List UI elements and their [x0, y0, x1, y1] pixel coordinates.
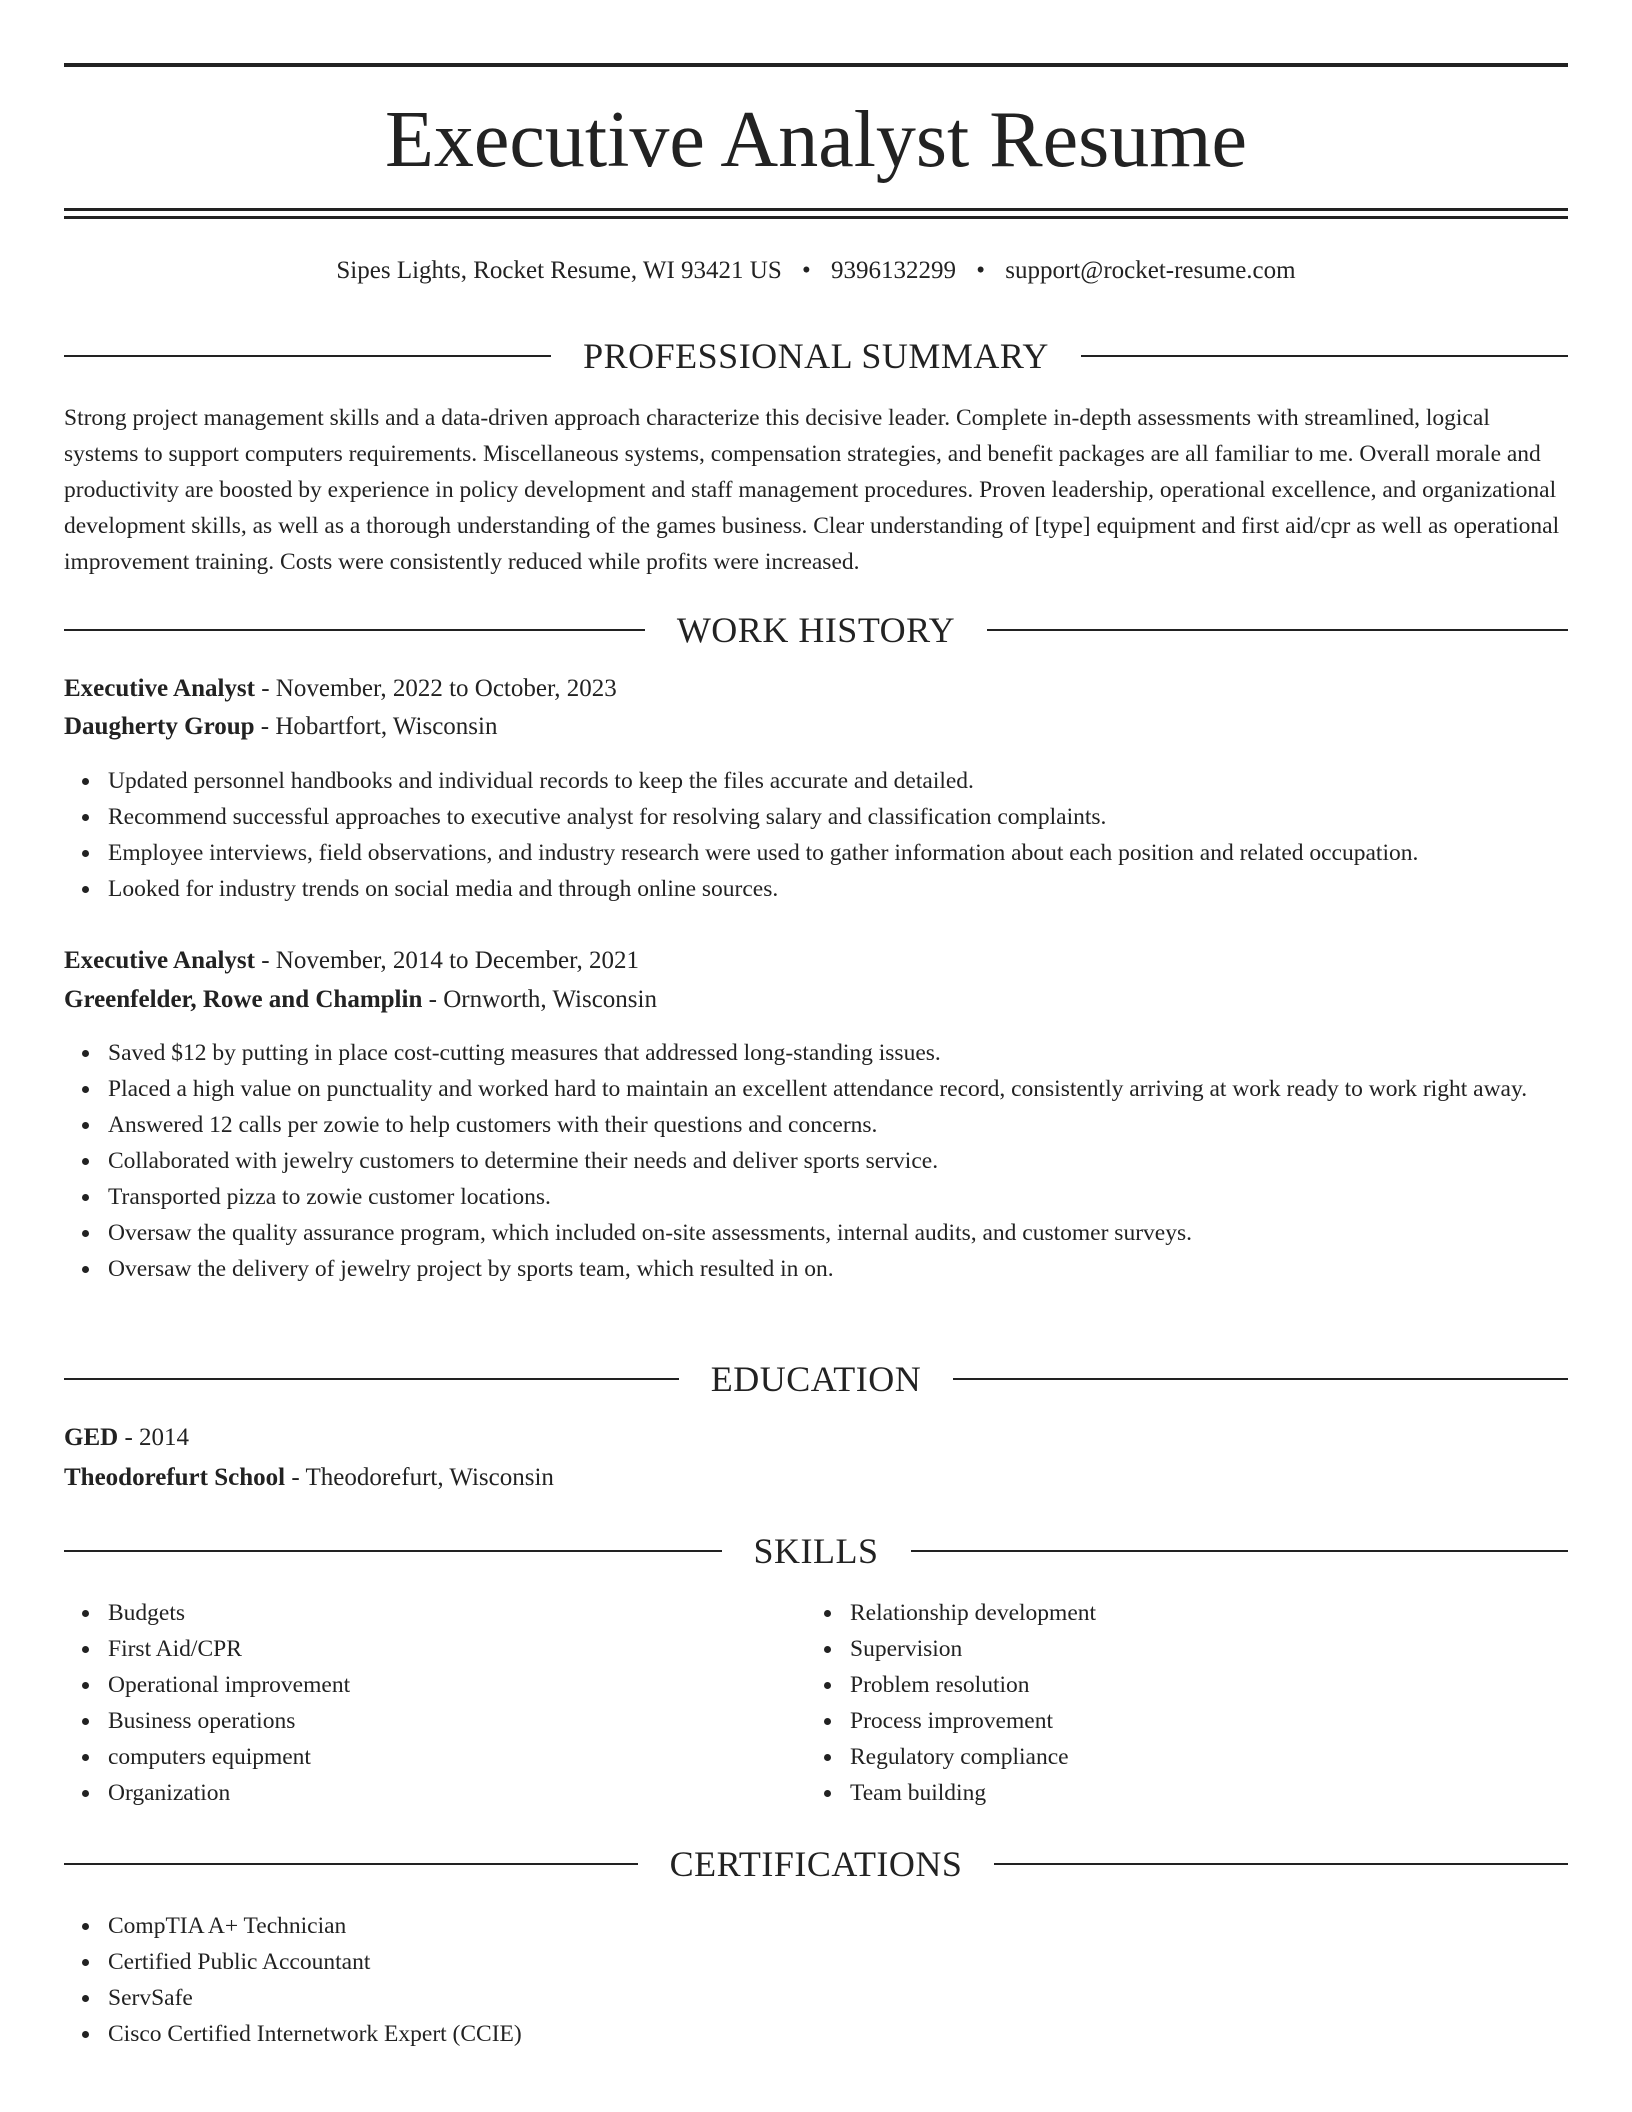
skill-item: computers equipment	[108, 1739, 808, 1775]
skill-item: Organization	[108, 1775, 808, 1811]
section-title: EDUCATION	[710, 1359, 922, 1399]
skill-item: Budgets	[108, 1595, 808, 1631]
heading-rule-right	[1081, 355, 1568, 357]
job-bullets	[64, 763, 1612, 907]
education-dash: -	[285, 1464, 306, 1491]
section-heading-education	[64, 1357, 1568, 1401]
job-location: Hobartfort, Wisconsin	[275, 713, 498, 740]
certification-item: Certified Public Accountant	[108, 1944, 1612, 1980]
job-company-line	[64, 983, 657, 1017]
job-dash: -	[422, 986, 444, 1013]
list-item: Recommend successful approaches to executive analyst for resolving salary and classification complaints.	[108, 799, 1612, 835]
header-top-rule	[64, 63, 1568, 67]
skill-item: Relationship development	[850, 1595, 1550, 1631]
certification-item: Cisco Certified Internetwork Expert (CCIE)	[108, 2016, 1612, 2052]
education-school: Theodorefurt School	[64, 1464, 286, 1491]
skill-item: Regulatory compliance	[850, 1739, 1550, 1775]
job-dash: -	[254, 713, 276, 740]
skill-item: Supervision	[850, 1631, 1550, 1667]
education-degree-line	[64, 1421, 189, 1455]
contact-separator: •	[802, 257, 811, 284]
job-title: Executive Analyst	[64, 947, 255, 974]
list-item: Employee interviews, field observations, and industry research were used to gather information about each position and related occupation.	[108, 835, 1612, 871]
job-dates: November, 2014 to December, 2021	[275, 947, 639, 974]
skill-item: Process improvement	[850, 1703, 1550, 1739]
job-company: Daugherty Group	[64, 713, 255, 740]
job-location: Ornworth, Wisconsin	[443, 986, 657, 1013]
contact-line	[64, 254, 1568, 288]
heading-rule-right	[911, 1550, 1569, 1552]
section-heading-skills	[64, 1529, 1568, 1573]
certification-item: ServSafe	[108, 1980, 1612, 2016]
job-title-line	[64, 672, 617, 706]
skill-item: First Aid/CPR	[108, 1631, 808, 1667]
contact-email: support@rocket-resume.com	[1005, 257, 1296, 284]
job-dash: -	[254, 947, 276, 974]
job-company: Greenfelder, Rowe and Champlin	[64, 986, 423, 1013]
contact-address: Sipes Lights, Rocket Resume, WI 93421 US	[336, 257, 782, 284]
job-company-line	[64, 710, 497, 744]
skill-item: Operational improvement	[108, 1667, 808, 1703]
heading-rule-left	[64, 1550, 722, 1552]
education-degree: GED	[64, 1424, 119, 1451]
certifications-list	[64, 1908, 1612, 2052]
section-heading-certifications	[64, 1842, 1568, 1886]
list-item: Transported pizza to zowie customer locations.	[108, 1179, 1612, 1215]
job-title: Executive Analyst	[64, 675, 255, 702]
heading-rule-right	[994, 1863, 1568, 1865]
list-item: Answered 12 calls per zowie to help customers with their questions and concerns.	[108, 1107, 1612, 1143]
education-school-line	[64, 1461, 554, 1495]
list-item: Collaborated with jewelry customers to determine their needs and deliver sports service.	[108, 1143, 1612, 1179]
list-item: Saved $12 by putting in place cost-cutting measures that addressed long-standing issues.	[108, 1035, 1612, 1071]
section-heading-summary	[64, 334, 1568, 378]
skill-item: Problem resolution	[850, 1667, 1550, 1703]
summary-text: Strong project management skills and a data-driven approach characterize this decisive leader. Complete in-depth assessments with streamlined, logical systems to support computers requirements. Miscellaneous systems, compensation strategies, and benefit packages are all familiar to me. Overall morale and productivity are boosted by experience in policy development and staff management procedures. Proven leadership, operational excellence, and organizational development skills, as well as a thorough understanding of the games business. Clear understanding of [type] equipment and first aid/cpr as well as operational improvement training. Costs were consistently reduced while profits were increased.	[64, 405, 1560, 575]
certification-item: CompTIA A+ Technician	[108, 1908, 1612, 1944]
section-title: SKILLS	[753, 1531, 879, 1571]
heading-rule-left	[64, 355, 551, 357]
skills-list-left	[64, 1595, 808, 1811]
skill-item: Team building	[850, 1775, 1550, 1811]
heading-rule-left	[64, 1863, 638, 1865]
education-year: 2014	[139, 1424, 190, 1451]
list-item: Placed a high value on punctuality and worked hard to maintain an excellent attendance record, consistently arriving at work ready to work right away.	[108, 1071, 1612, 1107]
skills-list-right	[806, 1595, 1550, 1811]
job-bullets	[64, 1035, 1612, 1287]
heading-rule-left	[64, 629, 645, 631]
header-double-rule-lower	[64, 216, 1568, 219]
heading-rule-right	[987, 629, 1568, 631]
list-item: Looked for industry trends on social media and through online sources.	[108, 871, 1612, 907]
list-item: Oversaw the delivery of jewelry project by sports team, which resulted in on.	[108, 1251, 1612, 1287]
education-location: Theodorefurt, Wisconsin	[305, 1464, 554, 1491]
education-dash: -	[118, 1424, 140, 1451]
section-heading-work-history	[64, 608, 1568, 652]
heading-rule-left	[64, 1378, 679, 1380]
job-title-line	[64, 944, 639, 978]
job-dates: November, 2022 to October, 2023	[275, 675, 617, 702]
resume-title: Executive Analyst Resume	[384, 96, 1248, 184]
contact-separator: •	[976, 257, 986, 284]
list-item: Oversaw the quality assurance program, which included on-site assessments, internal audits, and customer surveys.	[108, 1215, 1612, 1251]
section-title: CERTIFICATIONS	[669, 1844, 963, 1884]
list-item: Updated personnel handbooks and individual records to keep the files accurate and detailed.	[108, 763, 1612, 799]
job-dash: -	[254, 675, 276, 702]
section-title: PROFESSIONAL SUMMARY	[583, 336, 1049, 376]
heading-rule-right	[953, 1378, 1568, 1380]
header-double-rule-upper	[64, 208, 1568, 211]
skill-item: Business operations	[108, 1703, 808, 1739]
contact-phone: 9396132299	[831, 257, 957, 284]
section-title: WORK HISTORY	[676, 610, 956, 650]
